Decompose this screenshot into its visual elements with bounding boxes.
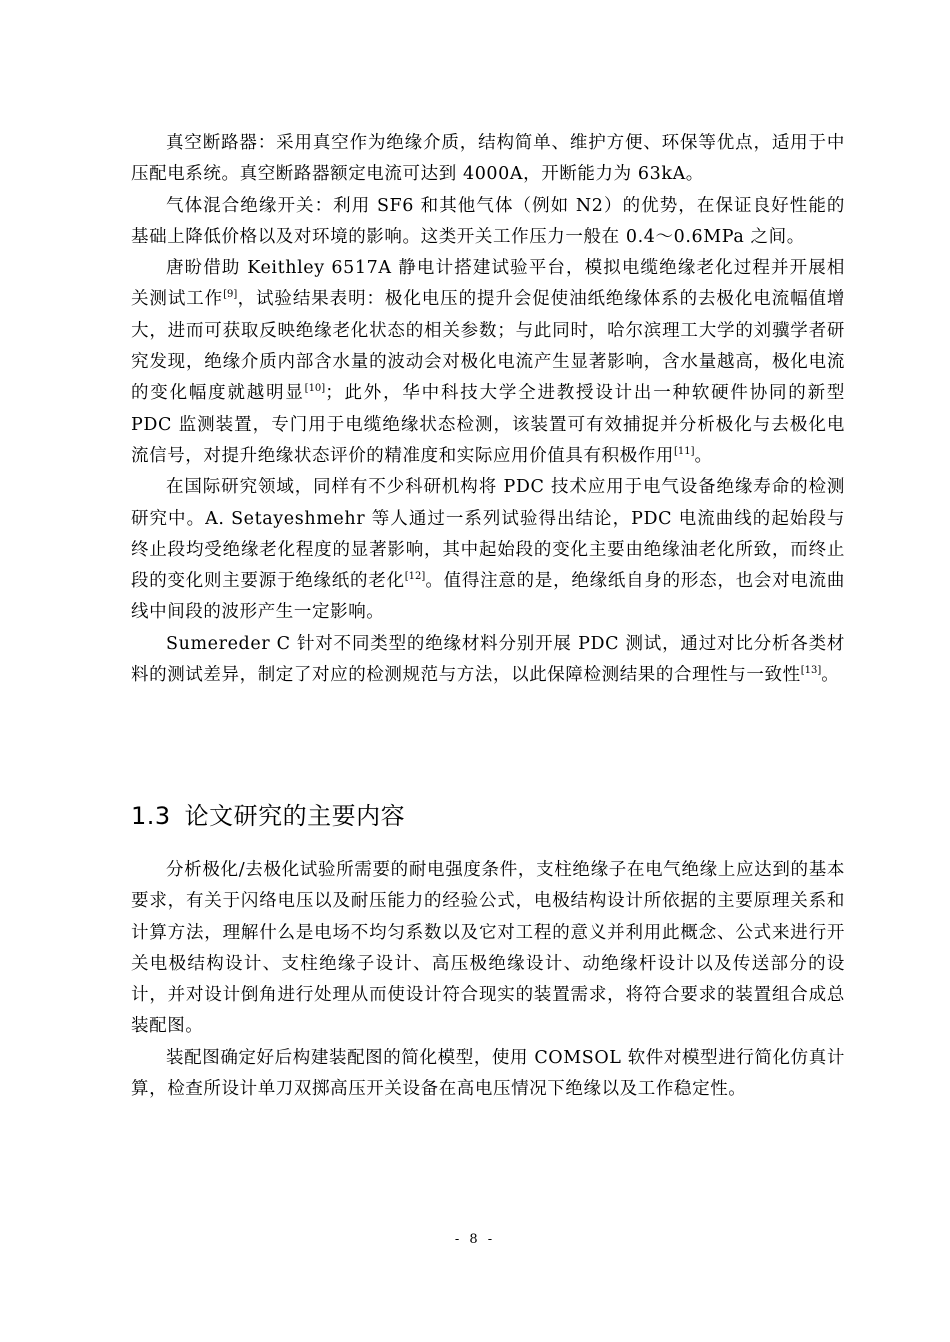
paragraph-text: 。 [821, 665, 840, 686]
paragraph-domestic-research [131, 253, 845, 472]
section-title: 论文研究的主要内容 [184, 802, 406, 830]
body-text-bottom [131, 855, 845, 1105]
citation-ref: [10] [304, 383, 326, 395]
paragraph-vacuum-breaker [131, 128, 845, 191]
paragraph-analysis [131, 855, 845, 1043]
paragraph-simulation [131, 1043, 845, 1106]
section-number: 1.3 [131, 802, 171, 830]
section-heading [131, 796, 405, 836]
paragraph-text: 。值得注意的是，绝缘纸自身的形态，也会对电流曲线中间段的波形产生一定影响。 [131, 571, 845, 623]
paragraph-gas-insulated-switch [131, 191, 845, 254]
citation-ref: [9] [223, 289, 238, 301]
paragraph-text: 真空断路器：采用真空作为绝缘介质，结构简单、维护方便、环保等优点，适用于中压配电系统。真空断路器额定电流可达到 4000A，开断能力为 63kA。 [131, 133, 845, 185]
paragraph-text: 分析极化/去极化试验所需要的耐电强度条件，支柱绝缘子在电气绝缘上应达到的基本要求，有关于闪络电压以及耐压能力的经验公式，电极结构设计所依据的主要原理关系和计算方法，理解什么是电场不均匀系数以及它对工程的意义并利用此概念、公式来进行开关电极结构设计、支柱绝缘子设计、高压极绝缘设计、动绝缘杆设计以及传送部分的设计，并对设计倒角进行处理从而使设计符合现实的装置需求，将符合要求的装置组合成总装配图。 [131, 860, 845, 1037]
paragraph-text: 装配图确定好后构建装配图的简化模型，使用 COMSOL 软件对模型进行简化仿真计算，检查所设计单刀双掷高压开关设备在高电压情况下绝缘以及工作稳定性。 [131, 1047, 845, 1100]
paragraph-text: 。 [694, 445, 713, 466]
paragraph-international-research [131, 472, 845, 628]
paragraph-text: 唐昐借助 Keithley 6517A 静电计搭建试验平台，模拟电缆绝缘老化过程并开展相关测试工作 [131, 258, 845, 310]
page-number: - 8 - [454, 1232, 496, 1247]
citation-ref: [13] [800, 665, 822, 677]
paragraph-text: ；此外，华中科技大学仝进教授设计出一种软硬件协同的新型 PDC 监测装置，专门用于电缆绝缘状态检测，该装置可有效捕捉并分析极化与去极化电流信号，对提升绝缘状态评价的精准度和实际应用价值具有积极作用 [131, 383, 845, 466]
body-text-top [131, 128, 845, 691]
paragraph-text: Sumereder C 针对不同类型的绝缘材料分别开展 PDC 测试，通过对比分析各类材料的测试差异，制定了对应的检测规范与方法，以此保障检测结果的合理性与一致性 [131, 633, 845, 686]
paragraph-sumereder [131, 629, 845, 692]
paragraph-text: 在国际研究领域，同样有不少科研机构将 PDC 技术应用于电气设备绝缘寿命的检测研究中。A. Setayeshmehr 等人通过一系列试验得出结论，PDC 电流曲线的起始段与终止段均受绝缘老化程度的显著影响，其中起始段的变化主要由绝缘油老化所致，而终止段的变化则主要源于绝缘纸的老化 [131, 477, 845, 592]
paragraph-text: ，试验结果表明：极化电压的提升会促使油纸绝缘体系的去极化电流幅值增大，进而可获取反映绝缘老化状态的相关参数；与此同时，哈尔滨理工大学的刘骥学者研究发现，绝缘介质内部含水量的波动会对极化电流产生显著影响，含水量越高，极化电流的变化幅度就越明显 [131, 289, 845, 404]
paragraph-text: 气体混合绝缘开关：利用 SF6 和其他气体（例如 N2）的优势，在保证良好性能的基础上降低价格以及对环境的影响。这类开关工作压力一般在 0.4～0.6MPa 之间。 [131, 195, 845, 247]
citation-ref: [12] [404, 571, 426, 583]
citation-ref: [11] [674, 446, 695, 458]
